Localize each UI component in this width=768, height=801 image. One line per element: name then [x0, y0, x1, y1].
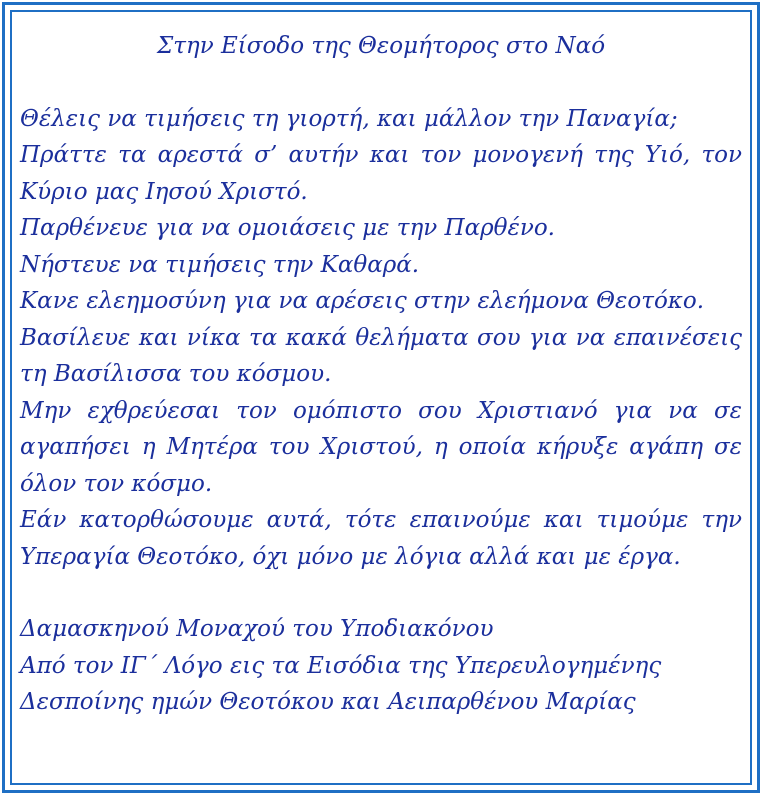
attribution-author: Δαμασκηνού Μοναχού του Υποδιακόνου: [20, 616, 494, 642]
paragraph: Εάν κατορθώσουμε αυτά, τότε επαινούμε και τιμούμε την Υπεραγία Θεοτόκο, όχι μόνο με λόγια αλλά και με έργα.: [20, 507, 742, 570]
document-body: [20, 28, 742, 721]
paragraph: Νήστευε να τιμήσεις την Καθαρά.: [20, 251, 420, 278]
spacer: [20, 575, 742, 611]
paragraph: Πράττε τα αρεστά σ’ αυτήν και τον μονογενή της Υιό, τον Κύριο μας Ιησού Χριστό.: [20, 142, 742, 205]
paragraph: Βασίλευε και νίκα τα κακά θελήματα σου για να επαινέσεις τη Βασίλισσα του κόσμου.: [20, 324, 742, 387]
paragraph: Θέλεις να τιμήσεις τη γιορτή, και μάλλον την Παναγία;: [20, 105, 678, 132]
attribution-source: Από τον ΙΓ΄ Λόγο εις τα Εισόδια της Υπερευλογημένης Δεσποίνης ημών Θεοτόκου και Αειπαρθένου Μαρίας: [20, 652, 662, 715]
paragraph: Μην εχθρεύεσαι τον ομόπιστο σου Χριστιανό για να σε αγαπήσει η Μητέρα του Χριστού, η οποία κήρυξε αγάπη σε όλον τον κόσμο.: [20, 397, 742, 497]
paragraph: Παρθένευε για να ομοιάσεις με την Παρθένο.: [20, 215, 555, 241]
document-title: Στην Είσοδο της Θεομήτορος στο Ναό: [156, 33, 606, 59]
paragraph: Κανε ελεημοσύνη για να αρέσεις στην ελεήμονα Θεοτόκο.: [20, 288, 705, 314]
